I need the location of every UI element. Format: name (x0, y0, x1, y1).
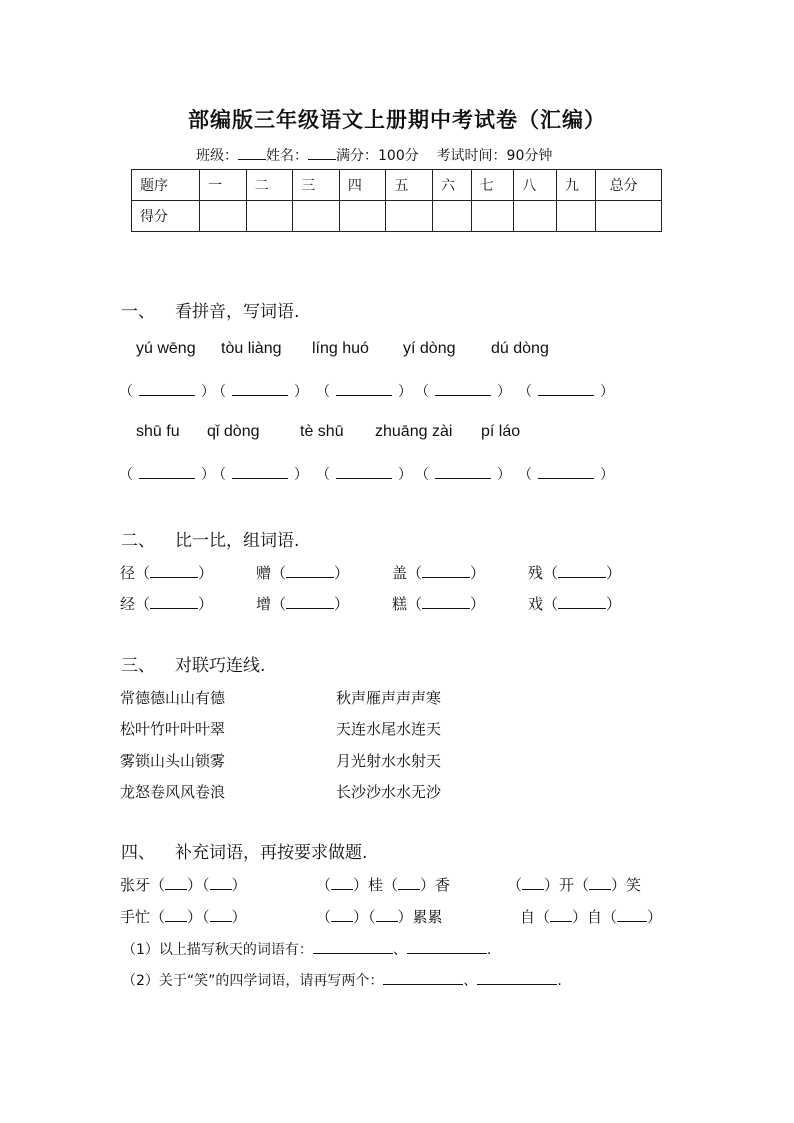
answer-blank[interactable]: （ ） (415, 467, 511, 483)
pinyin: qǐ dòng (207, 423, 260, 440)
score-row (132, 201, 662, 232)
couplet-right[interactable]: 天连水尾水连天 (336, 720, 442, 738)
score-header-cell: 七 (471, 170, 514, 201)
class-label: 班级： (196, 148, 238, 164)
word-group-item[interactable]: 增（ ） (256, 595, 350, 613)
word-group-item[interactable]: 经（ ） (120, 595, 214, 613)
exam-info (196, 145, 552, 165)
couplet-right[interactable]: 秋声雁声声声寒 (336, 689, 442, 707)
score-cell[interactable] (339, 201, 386, 232)
score-cell[interactable] (386, 201, 433, 232)
pinyin: tòu liàng (221, 340, 282, 357)
answer-blank[interactable]: （ ） (316, 467, 412, 483)
score-row-label: 得分 (132, 201, 200, 232)
word-group-item[interactable]: 盖（ ） (392, 564, 486, 582)
section-title: 对联巧连线. (175, 656, 266, 676)
score-cell[interactable] (200, 201, 247, 232)
answer-blank[interactable]: （ ） (212, 384, 308, 400)
idiom-fill[interactable]: （ ）开（ ）笑 (507, 876, 642, 894)
answer-blank[interactable]: （ ） (415, 384, 511, 400)
score-header-cell: 五 (386, 170, 433, 201)
page-title: 部编版三年级语文上册期中考试卷（汇编） (188, 107, 606, 132)
section-number: 二、 (121, 531, 155, 551)
pinyin: yí dòng (403, 340, 456, 357)
question-1[interactable]: （1）以上描写秋天的词语有： 、 . (122, 942, 492, 958)
answer-blank[interactable]: （ ） (316, 384, 412, 400)
pinyin: tè shū (300, 423, 344, 440)
pinyin: pí láo (481, 423, 521, 440)
score-header-cell: 六 (432, 170, 471, 201)
section-number: 四、 (121, 843, 155, 863)
answer-blank[interactable]: （ ） (119, 467, 215, 483)
score-header-cell: 一 (200, 170, 247, 201)
score-cell[interactable] (246, 201, 293, 232)
score-cell[interactable] (595, 201, 661, 232)
pinyin: líng huó (312, 340, 369, 357)
couplet-left[interactable]: 雾锁山头山锁雾 (120, 752, 226, 770)
word-group-item[interactable]: 径（ ） (120, 564, 214, 582)
score-header-cell: 四 (339, 170, 386, 201)
score-header-cell: 二 (246, 170, 293, 201)
word-group-item[interactable]: 赠（ ） (256, 564, 350, 582)
section-4-heading (121, 838, 367, 863)
answer-blank[interactable]: （ ） (119, 384, 215, 400)
word-group-item[interactable]: 戏（ ） (528, 595, 622, 613)
section-title: 补充词语，再按要求做题. (175, 843, 368, 863)
couplet-left[interactable]: 常德德山山有德 (120, 689, 226, 707)
pinyin: yú wēng (136, 340, 196, 357)
answer-blank[interactable]: （ ） (518, 467, 614, 483)
couplet-left[interactable]: 松叶竹叶叶叶翠 (120, 720, 226, 738)
full-score: 满分：100分 (336, 148, 419, 164)
class-blank[interactable] (238, 147, 266, 160)
answer-blank[interactable]: （ ） (212, 467, 308, 483)
idiom-fill[interactable]: （ ）（ ）累累 (316, 908, 443, 926)
score-header-cell: 总分 (595, 170, 661, 201)
idiom-fill[interactable]: 张牙（ ）（ ） (120, 876, 247, 894)
score-header-row (132, 170, 662, 201)
exam-time: 考试时间：90分钟 (436, 148, 553, 164)
answer-blank[interactable]: （ ） (518, 384, 614, 400)
score-header-cell: 三 (293, 170, 340, 201)
score-cell[interactable] (432, 201, 471, 232)
section-number: 一、 (121, 302, 155, 322)
section-3-heading (121, 651, 265, 676)
score-cell[interactable] (471, 201, 514, 232)
pinyin: shū fu (136, 423, 180, 440)
score-header-cell: 九 (556, 170, 595, 201)
name-label: 姓名： (266, 148, 308, 164)
couplet-right[interactable]: 月光射水水射天 (336, 752, 442, 770)
section-2-heading (121, 526, 299, 551)
score-cell[interactable] (293, 201, 340, 232)
score-header-cell: 题序 (132, 170, 200, 201)
pinyin: dú dòng (491, 340, 549, 357)
section-number: 三、 (121, 656, 155, 676)
score-cell[interactable] (556, 201, 595, 232)
score-header-cell: 八 (514, 170, 557, 201)
score-cell[interactable] (514, 201, 557, 232)
section-title: 比一比，组词语. (175, 531, 300, 551)
idiom-fill[interactable]: （ ）桂（ ）香 (316, 876, 451, 894)
idiom-fill[interactable]: 手忙（ ）（ ） (120, 908, 247, 926)
word-group-item[interactable]: 残（ ） (528, 564, 622, 582)
couplet-left[interactable]: 龙怒卷风风卷浪 (120, 783, 226, 801)
section-title: 看拼音，写词语. (175, 302, 300, 322)
score-table (131, 169, 662, 232)
pinyin: zhuāng zài (375, 423, 453, 440)
name-blank[interactable] (308, 147, 336, 160)
word-group-item[interactable]: 糕（ ） (392, 595, 486, 613)
question-2[interactable]: （2）关于“笑”的四学词语，请再写两个： 、 . (122, 973, 562, 989)
couplet-right[interactable]: 长沙沙水水无沙 (336, 783, 442, 801)
section-1-heading (121, 297, 299, 322)
idiom-fill[interactable]: 自（ ）自（ ） (520, 908, 663, 926)
